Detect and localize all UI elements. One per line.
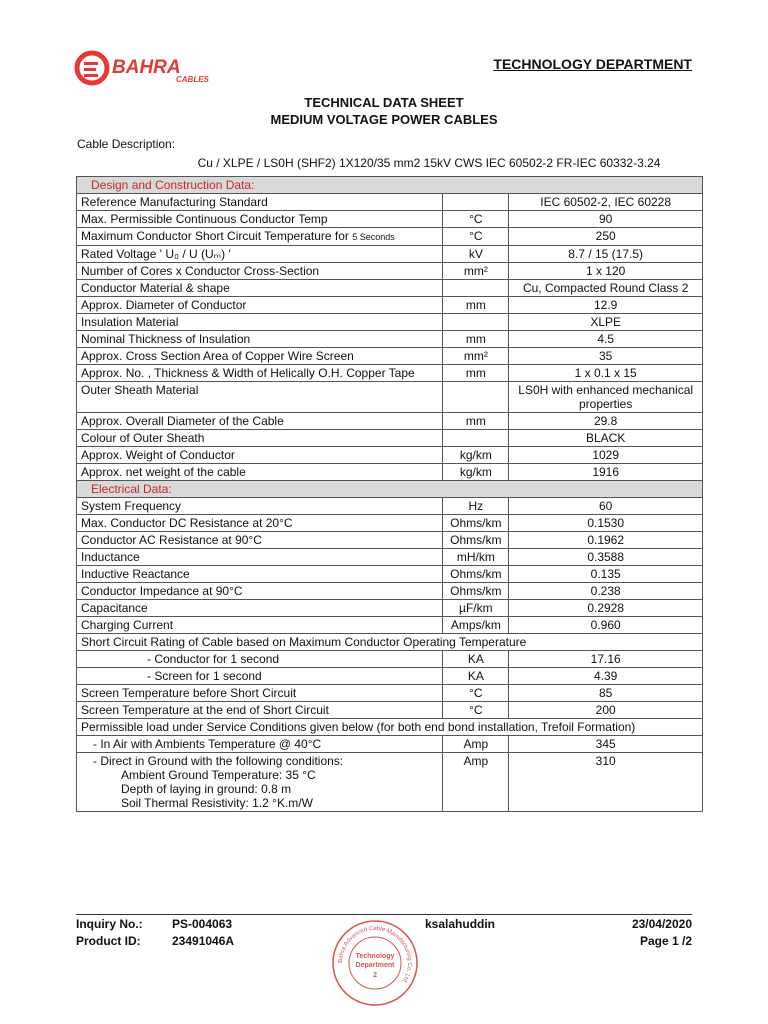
design-row xyxy=(77,246,703,263)
param-cell: Approx. Overall Diameter of the Cable xyxy=(77,413,443,430)
design-row xyxy=(77,211,703,228)
product-value: 23491046A xyxy=(172,934,235,948)
param-cell: System Frequency xyxy=(77,498,443,515)
unit-cell: Ohms/km xyxy=(443,566,509,583)
value-cell: 0.1962 xyxy=(509,532,703,549)
design-row xyxy=(77,382,703,413)
permissible-load-heading-cell: Permissible load under Service Conditions given below (for both end bond installation, Trefoil Formation) xyxy=(77,719,703,736)
value-cell: 90 xyxy=(509,211,703,228)
bahra-cables-logo xyxy=(72,48,232,88)
design-row xyxy=(77,263,703,280)
unit-cell: mH/km xyxy=(443,549,509,566)
section-header-design xyxy=(77,177,703,194)
electrical-row xyxy=(77,549,703,566)
section-title: Design and Construction Data: xyxy=(77,177,703,194)
unit-cell: Ohms/km xyxy=(443,515,509,532)
value-cell: 35 xyxy=(509,348,703,365)
design-row xyxy=(77,314,703,331)
param-cell xyxy=(77,753,443,812)
param-cell: Insulation Material xyxy=(77,314,443,331)
value-cell: 4.39 xyxy=(509,668,703,685)
value-cell: 310 xyxy=(509,753,703,812)
unit-cell: °C xyxy=(443,228,509,246)
logo-text: BAHRA xyxy=(112,57,181,78)
design-row xyxy=(77,228,703,246)
value-cell: Cu, Compacted Round Class 2 xyxy=(509,280,703,297)
unit-cell: Amp xyxy=(443,753,509,812)
param-cell: - Conductor for 1 second xyxy=(77,651,443,668)
load-air-row xyxy=(77,736,703,753)
spec-table xyxy=(76,176,703,812)
short-circuit-conductor-row xyxy=(77,651,703,668)
param-cell: Approx. No. , Thickness & Width of Helically O.H. Copper Tape xyxy=(77,365,443,382)
cable-description-label: Cable Description: xyxy=(77,137,176,151)
param-cell: Rated Voltage ' U₀ / U (Uₘ) ' xyxy=(77,246,443,263)
electrical-row xyxy=(77,498,703,515)
value-cell: IEC 60502-2, IEC 60228 xyxy=(509,194,703,211)
short-circuit-screen-row xyxy=(77,668,703,685)
unit-cell: mm xyxy=(443,331,509,348)
inquiry-label: Inquiry No.: xyxy=(76,917,143,931)
unit-cell: °C xyxy=(443,702,509,719)
stamp-line-2: Department xyxy=(355,962,395,969)
stamp-line-3: 2 xyxy=(373,972,377,979)
stamp-line-1: Technology xyxy=(355,953,395,960)
design-row xyxy=(77,413,703,430)
param-cell: - In Air with Ambients Temperature @ 40°C xyxy=(77,736,443,753)
unit-cell: mm xyxy=(443,365,509,382)
document-title: TECHNICAL DATA SHEET xyxy=(304,95,464,110)
param-cell: Nominal Thickness of Insulation xyxy=(77,331,443,348)
document-date: 23/04/2020 xyxy=(631,917,692,931)
param-cell: Conductor Impedance at 90°C xyxy=(77,583,443,600)
param-cell: Colour of Outer Sheath xyxy=(77,430,443,447)
unit-cell: Ohms/km xyxy=(443,532,509,549)
ground-condition: Depth of laying in ground: 0.8 m xyxy=(121,782,292,796)
value-cell: BLACK xyxy=(509,430,703,447)
value-cell: 1 x 0.1 x 15 xyxy=(509,365,703,382)
param-cell: Approx. Diameter of Conductor xyxy=(77,297,443,314)
param-cell: Number of Cores x Conductor Cross-Section xyxy=(77,263,443,280)
section-title: Electrical Data: xyxy=(77,481,703,498)
unit-cell: kg/km xyxy=(443,464,509,481)
param-cell: Inductance xyxy=(77,549,443,566)
section-header-electrical xyxy=(77,481,703,498)
unit-cell xyxy=(443,382,509,413)
value-cell: 250 xyxy=(509,228,703,246)
param-cell: Conductor Material & shape xyxy=(77,280,443,297)
permissible-load-heading xyxy=(77,719,703,736)
document-subtitle: MEDIUM VOLTAGE POWER CABLES xyxy=(270,112,498,127)
value-cell: 0.238 xyxy=(509,583,703,600)
value-cell: 60 xyxy=(509,498,703,515)
param-cell: Screen Temperature before Short Circuit xyxy=(77,685,443,702)
screen-temp-before-row xyxy=(77,685,703,702)
param-note: 5 Seconds xyxy=(352,232,395,242)
short-circuit-heading-cell: Short Circuit Rating of Cable based on Maximum Conductor Operating Temperature xyxy=(77,634,703,651)
unit-cell: Hz xyxy=(443,498,509,515)
param-cell: Approx. Weight of Conductor xyxy=(77,447,443,464)
cable-description: Cu / XLPE / LS0H (SHF2) 1X120/35 mm2 15kV CWS IEC 60502-2 FR-IEC 60332-3.24 xyxy=(197,156,661,170)
value-cell: 8.7 / 15 (17.5) xyxy=(509,246,703,263)
value-cell: 1029 xyxy=(509,447,703,464)
electrical-row xyxy=(77,515,703,532)
design-row xyxy=(77,348,703,365)
screen-temp-end-row xyxy=(77,702,703,719)
value-cell: 0.960 xyxy=(509,617,703,634)
short-circuit-heading xyxy=(77,634,703,651)
param-cell: Inductive Reactance xyxy=(77,566,443,583)
value-cell: 200 xyxy=(509,702,703,719)
param-cell: Max. Conductor DC Resistance at 20°C xyxy=(77,515,443,532)
stamp-ring-text: Bahra Advanced Cable Manufacturing Co. Ltd. xyxy=(337,925,413,985)
param-cell: Approx. Cross Section Area of Copper Wire Screen xyxy=(77,348,443,365)
param-cell: Screen Temperature at the end of Short Circuit xyxy=(77,702,443,719)
ground-param: - Direct in Ground with the following conditions: xyxy=(93,754,344,768)
value-cell: 17.16 xyxy=(509,651,703,668)
value-cell: 85 xyxy=(509,685,703,702)
unit-cell: mm xyxy=(443,297,509,314)
unit-cell xyxy=(443,280,509,297)
logo-subtext: CABLES xyxy=(176,75,209,84)
param-cell: Conductor AC Resistance at 90°C xyxy=(77,532,443,549)
param-cell: - Screen for 1 second xyxy=(77,668,443,685)
value-cell: 0.3588 xyxy=(509,549,703,566)
unit-cell: mm² xyxy=(443,263,509,280)
ground-condition: Soil Thermal Resistivity: 1.2 °K.m/W xyxy=(121,796,313,810)
value-cell: LS0H with enhanced mechanical properties xyxy=(509,382,703,413)
electrical-row xyxy=(77,617,703,634)
value-cell: 345 xyxy=(509,736,703,753)
value-cell: 0.135 xyxy=(509,566,703,583)
param-text: Maximum Conductor Short Circuit Temperature for xyxy=(81,229,349,243)
unit-cell: mm xyxy=(443,413,509,430)
param-cell: Outer Sheath Material xyxy=(77,382,443,413)
prepared-by: ksalahuddin xyxy=(425,917,496,931)
unit-cell: kV xyxy=(443,246,509,263)
design-row xyxy=(77,331,703,348)
param-cell xyxy=(77,228,443,246)
department-heading: TECHNOLOGY DEPARTMENT xyxy=(493,56,692,72)
value-cell: XLPE xyxy=(509,314,703,331)
param-cell: Approx. net weight of the cable xyxy=(77,464,443,481)
value-cell: 1916 xyxy=(509,464,703,481)
unit-cell: °C xyxy=(443,211,509,228)
unit-cell xyxy=(443,314,509,331)
value-cell: 12.9 xyxy=(509,297,703,314)
unit-cell: µF/km xyxy=(443,600,509,617)
unit-cell: Amps/km xyxy=(443,617,509,634)
value-cell: 0.1530 xyxy=(509,515,703,532)
design-row xyxy=(77,464,703,481)
design-row xyxy=(77,194,703,211)
param-cell: Max. Permissible Continuous Conductor Temp xyxy=(77,211,443,228)
ground-condition: Ambient Ground Temperature: 35 °C xyxy=(121,768,316,782)
product-label: Product ID: xyxy=(76,934,141,948)
unit-cell xyxy=(443,194,509,211)
unit-cell: kg/km xyxy=(443,447,509,464)
inquiry-value: PS-004063 xyxy=(172,917,233,931)
electrical-row xyxy=(77,600,703,617)
param-cell: Capacitance xyxy=(77,600,443,617)
load-ground-row xyxy=(77,753,703,812)
param-cell: Charging Current xyxy=(77,617,443,634)
unit-cell: Amp xyxy=(443,736,509,753)
value-cell: 4.5 xyxy=(509,331,703,348)
design-row xyxy=(77,365,703,382)
electrical-row xyxy=(77,566,703,583)
unit-cell: KA xyxy=(443,668,509,685)
page-number: Page 1 /2 xyxy=(639,934,692,948)
unit-cell xyxy=(443,430,509,447)
value-cell: 0.2928 xyxy=(509,600,703,617)
param-cell: Reference Manufacturing Standard xyxy=(77,194,443,211)
value-cell: 1 x 120 xyxy=(509,263,703,280)
electrical-row xyxy=(77,532,703,549)
unit-cell: KA xyxy=(443,651,509,668)
design-row xyxy=(77,280,703,297)
unit-cell: Ohms/km xyxy=(443,583,509,600)
design-row xyxy=(77,430,703,447)
design-row xyxy=(77,297,703,314)
footer-divider xyxy=(76,914,692,915)
department-stamp xyxy=(330,918,420,1008)
value-cell: 29.8 xyxy=(509,413,703,430)
electrical-row xyxy=(77,583,703,600)
unit-cell: mm² xyxy=(443,348,509,365)
unit-cell: °C xyxy=(443,685,509,702)
design-row xyxy=(77,447,703,464)
